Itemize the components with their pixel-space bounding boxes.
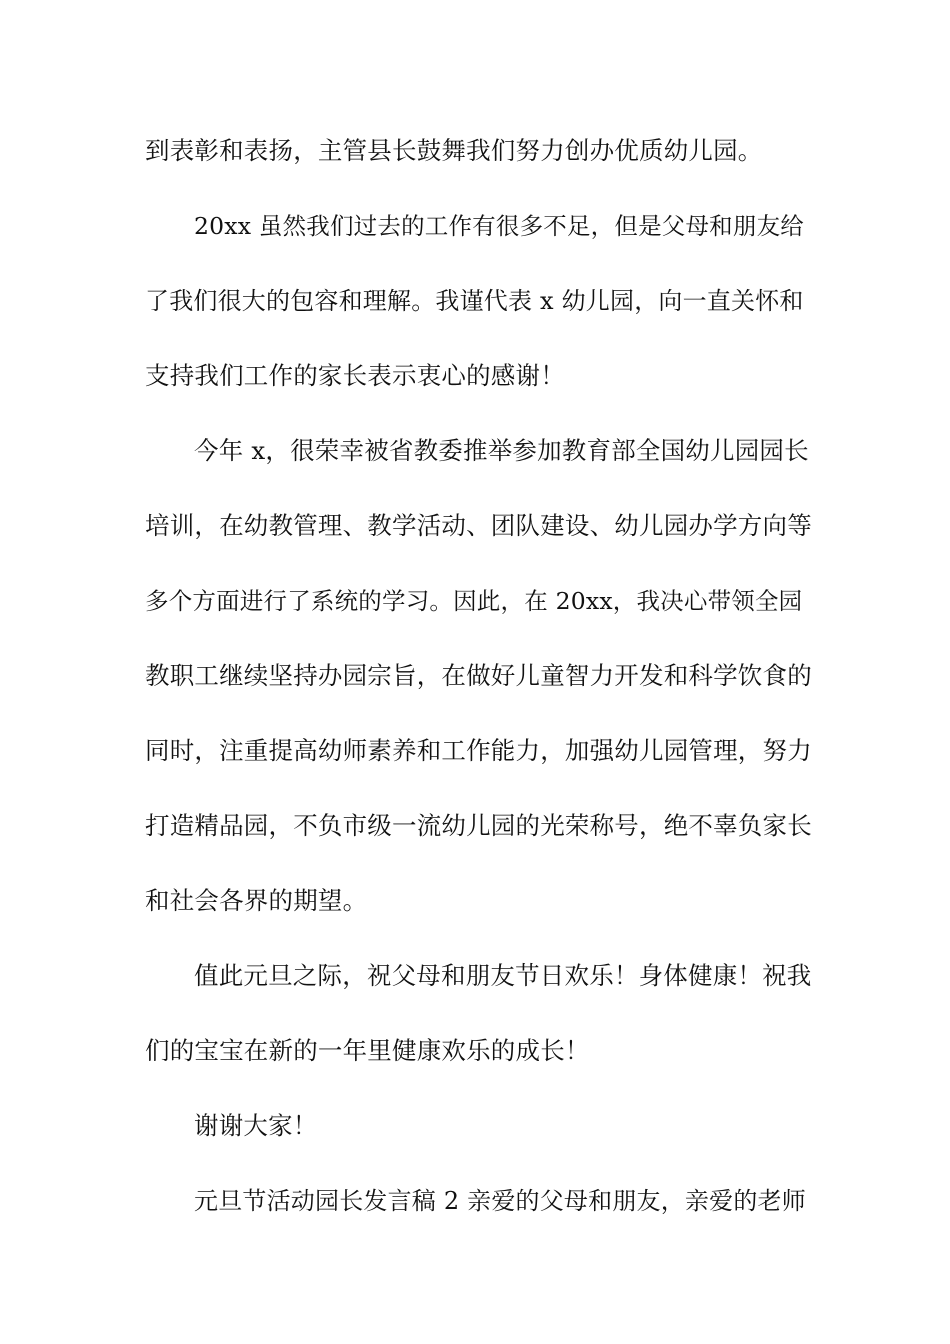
text-line: 了我们很大的包容和理解。我谨代表 x 幼儿园，向一直关怀和 — [145, 287, 804, 315]
text-line: 支持我们工作的家长表示衷心的感谢！ — [145, 361, 565, 390]
paragraph-start-line: 20xx 虽然我们过去的工作有很多不足，但是父母和朋友给 — [194, 212, 804, 240]
paragraph-start-line: 今年 x，很荣幸被省教委推举参加教育部全国幼儿园园长 — [194, 436, 809, 465]
paragraph-start-line: 谢谢大家！ — [194, 1111, 318, 1140]
text-line: 打造精品园，不负市级一流幼儿园的光荣称号，绝不辜负家长 — [145, 811, 812, 840]
text-line: 到表彰和表扬，主管县长鼓舞我们努力创办优质幼儿园。 — [145, 136, 763, 165]
text-line: 们的宝宝在新的一年里健康欢乐的成长！ — [145, 1036, 590, 1065]
text-line: 教职工继续坚持办园宗旨，在做好儿童智力开发和科学饮食的 — [145, 661, 812, 690]
text-line: 同时，注重提高幼师素养和工作能力，加强幼儿园管理，努力 — [145, 736, 812, 765]
text-line: 培训，在幼教管理、教学活动、团队建设、幼儿园办学方向等 — [145, 511, 812, 540]
paragraph-start-line: 值此元旦之际，祝父母和朋友节日欢乐！身体健康！祝我 — [194, 961, 812, 990]
paragraph-start-line: 元旦节活动园长发言稿 2 亲爱的父母和朋友，亲爱的老师 — [194, 1187, 806, 1215]
text-line: 和社会各界的期望。 — [145, 886, 368, 915]
text-line: 多个方面进行了系统的学习。因此，在 20xx，我决心带领全园 — [145, 587, 803, 615]
